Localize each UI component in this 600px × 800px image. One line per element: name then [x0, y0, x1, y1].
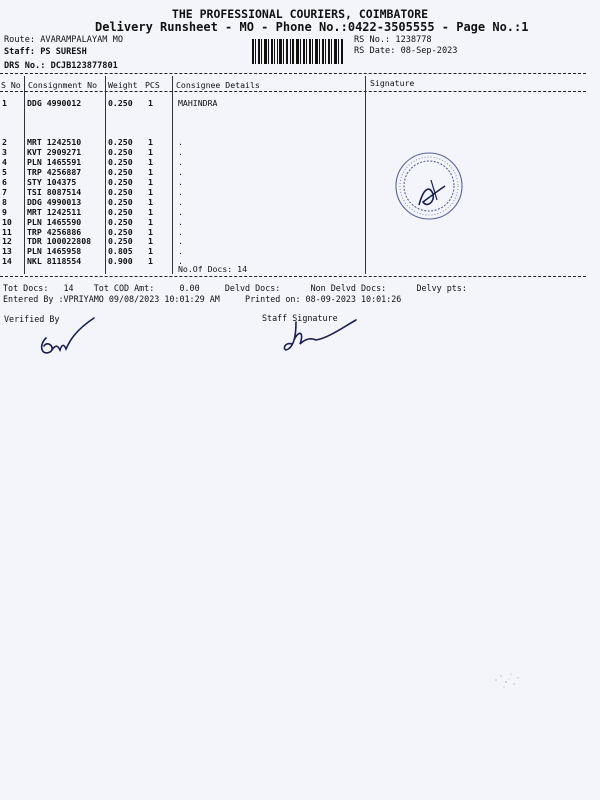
column-divider — [24, 76, 25, 274]
staff-label: Staff: PS SURESH — [4, 47, 87, 57]
header-pcs: PCS — [145, 80, 160, 90]
row-weight: 0.805 — [108, 246, 133, 256]
row-consignment: DDG 4990013 — [27, 197, 82, 207]
row-sno: 1 — [2, 98, 7, 108]
row-consignment: PLN 1465958 — [27, 246, 82, 256]
row-consignee: . — [178, 137, 183, 147]
table-top-rule — [0, 73, 586, 74]
row-pcs: 1 — [148, 137, 153, 147]
verified-by-signature — [36, 316, 98, 360]
row-consignee: . — [178, 236, 183, 246]
scan-speckle — [492, 668, 522, 690]
row-consignee: . — [178, 256, 183, 266]
row-weight: 0.250 — [108, 217, 133, 227]
row-weight: 0.250 — [108, 177, 133, 187]
row-pcs: 1 — [148, 197, 153, 207]
route-label: Route: AVARAMPALAYAM MO — [4, 35, 123, 45]
row-consignee: . — [178, 177, 183, 187]
row-sno: 13 — [2, 246, 12, 256]
row-consignment: MRT 1242511 — [27, 207, 82, 217]
row-sno: 14 — [2, 256, 12, 266]
staff-signature-label: Staff Signature — [262, 313, 338, 323]
row-weight: 0.250 — [108, 147, 133, 157]
row-weight: 0.250 — [108, 207, 133, 217]
row-pcs: 1 — [148, 227, 153, 237]
row-sno: 3 — [2, 147, 7, 157]
barcode — [252, 39, 344, 64]
row-sno: 6 — [2, 177, 7, 187]
column-divider — [105, 76, 106, 274]
row-pcs: 1 — [148, 177, 153, 187]
row-pcs: 1 — [148, 157, 153, 167]
row-pcs: 1 — [148, 236, 153, 246]
row-pcs: 1 — [148, 246, 153, 256]
row-pcs: 1 — [148, 167, 153, 177]
row-consignee: . — [178, 246, 183, 256]
row-consignment: TDR 100022808 — [27, 236, 92, 246]
row-consignee: . — [178, 217, 183, 227]
row-weight: 0.250 — [108, 227, 133, 237]
row-consignment: KVT 2909271 — [27, 147, 82, 157]
row-consignment: DDG 4990012 — [27, 98, 82, 108]
row-sno: 11 — [2, 227, 12, 237]
header-consignee: Consignee Details — [176, 80, 260, 90]
row-sno: 12 — [2, 236, 12, 246]
header-signature: Signature — [370, 78, 415, 88]
row-consignment: TRP 4256887 — [27, 167, 82, 177]
summary-line: Tot Docs: 14 Tot COD Amt: 0.00 Delvd Docs: Non Delvd Docs: Delvy pts: — [3, 283, 467, 293]
row-consignee: . — [178, 167, 183, 177]
row-pcs: 1 — [148, 256, 153, 266]
row-consignee: . — [178, 227, 183, 237]
no-of-docs: No.Of Docs: 14 — [178, 264, 248, 274]
row-sno: 4 — [2, 157, 7, 167]
row-sno: 5 — [2, 167, 7, 177]
row-weight: 0.250 — [108, 137, 133, 147]
runsheet-subtitle: Delivery Runsheet - MO - Phone No.:0422-3505555 - Page No.:1 — [95, 20, 529, 34]
row-sno: 10 — [2, 217, 12, 227]
row-pcs: 1 — [148, 187, 153, 197]
row-consignment: STY 104375 — [27, 177, 77, 187]
row-sno: 9 — [2, 207, 7, 217]
row-consignment: PLN 1465590 — [27, 217, 82, 227]
row-consignee: . — [178, 157, 183, 167]
column-divider — [172, 76, 173, 274]
row-consignment: TSI 8087514 — [27, 187, 82, 197]
row-consignment: TRP 4256886 — [27, 227, 82, 237]
staff-signature-mark — [282, 318, 358, 356]
row-sno: 7 — [2, 187, 7, 197]
row-pcs: 1 — [148, 217, 153, 227]
header-weight: Weight — [108, 80, 138, 90]
row-pcs: 1 — [148, 98, 153, 108]
row-consignee: MAHINDRA — [178, 98, 218, 108]
header-sno: S No — [1, 80, 21, 90]
row-weight: 0.250 — [108, 98, 133, 108]
rs-number: RS No.: 1238778 — [354, 35, 432, 45]
rs-date: RS Date: 08-Sep-2023 — [354, 46, 458, 56]
drs-number: DRS No.: DCJB123877801 — [4, 61, 118, 71]
entered-by-line: Entered By :VPRIYAMO 09/08/2023 10:01:29 AM Printed on: 08-09-2023 10:01:26 — [3, 294, 402, 304]
verified-by-label: Verified By — [4, 314, 60, 324]
row-weight: 0.250 — [108, 157, 133, 167]
office-stamp — [393, 150, 465, 222]
row-weight: 0.250 — [108, 187, 133, 197]
row-sno: 2 — [2, 137, 7, 147]
row-weight: 0.250 — [108, 197, 133, 207]
table-bottom-rule — [0, 276, 586, 277]
row-pcs: 1 — [148, 147, 153, 157]
row-consignment: NKL 8118554 — [27, 256, 82, 266]
row-consignee: . — [178, 147, 183, 157]
company-title: THE PROFESSIONAL COURIERS, COIMBATORE — [171, 7, 429, 21]
row-pcs: 1 — [148, 207, 153, 217]
row-weight: 0.900 — [108, 256, 133, 266]
column-divider — [365, 76, 366, 274]
row-weight: 0.250 — [108, 167, 133, 177]
header-consignment: Consignment No — [28, 80, 98, 90]
row-consignee: . — [178, 197, 183, 207]
row-consignee: . — [178, 187, 183, 197]
row-sno: 8 — [2, 197, 7, 207]
row-consignment: PLN 1465591 — [27, 157, 82, 167]
row-consignee: . — [178, 207, 183, 217]
row-weight: 0.250 — [108, 236, 133, 246]
table-header-rule — [0, 91, 586, 92]
row-consignment: MRT 1242510 — [27, 137, 82, 147]
